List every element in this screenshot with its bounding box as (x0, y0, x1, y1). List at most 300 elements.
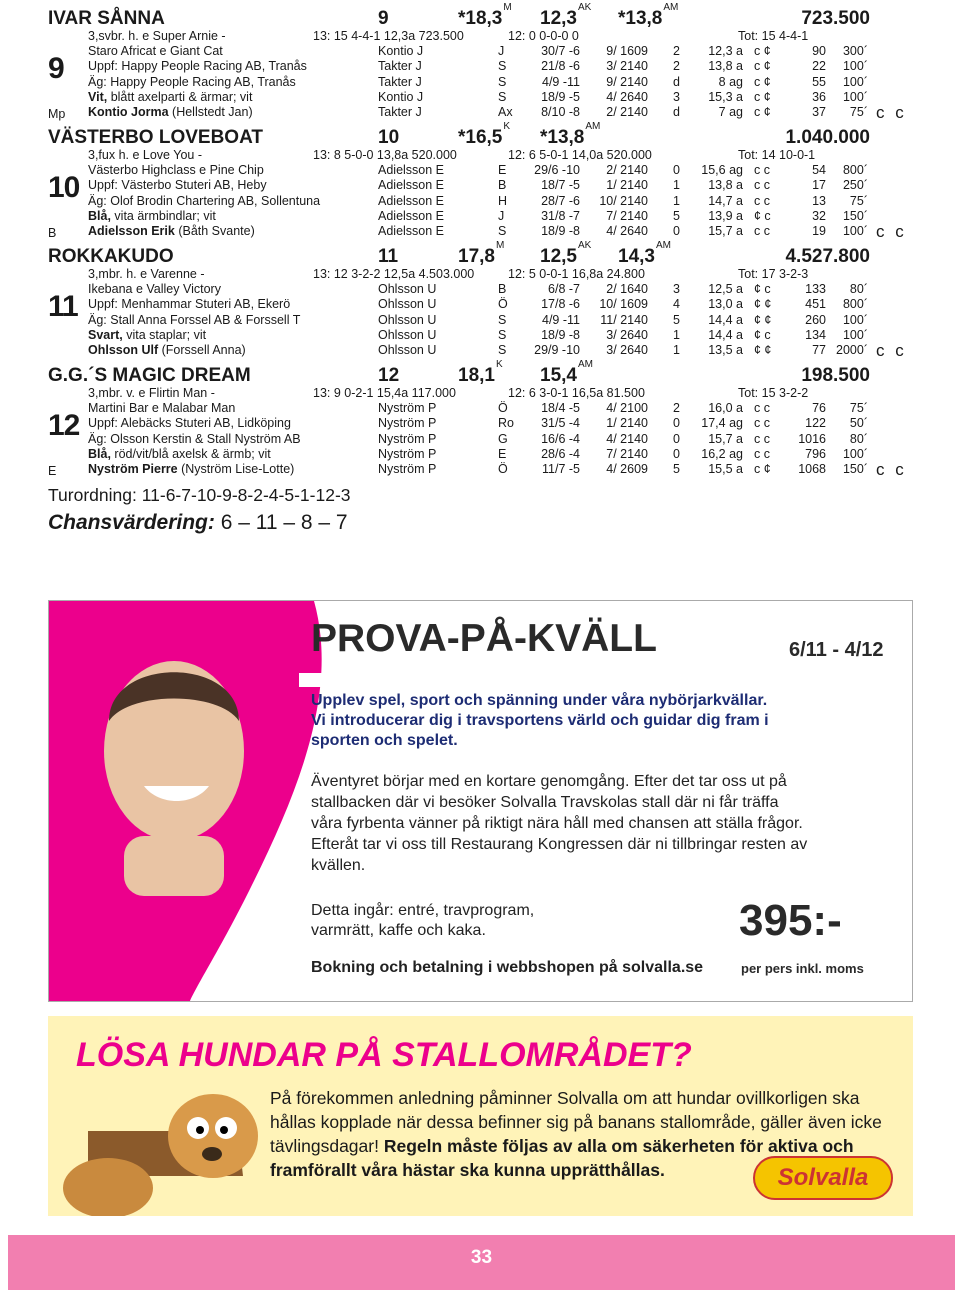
ad1-price-note: per pers inkl. moms (741, 961, 864, 976)
driver: Nyström P (378, 416, 437, 431)
race-date: 18/9 -8 (541, 224, 580, 239)
shoe-symbol: ¢ c (754, 208, 771, 223)
start-number: 11 (48, 290, 78, 323)
km-time: 13,8 a (708, 59, 743, 74)
track: S (498, 89, 507, 104)
horse-info-row (48, 29, 913, 44)
stats-13: 13: 8 5-0-0 13,8a 520.000 (313, 148, 457, 162)
horse-info-row (48, 148, 913, 163)
driver: Takter J (378, 74, 422, 89)
stats-total: Tot: 15 3-2-2 (738, 386, 809, 400)
line-text: Adielsson Erik (Båth Svante) (88, 224, 255, 239)
ad1-booking: Bokning och betalning i webbshopen på solvalla.se (311, 959, 704, 976)
earnings: 198.500 (801, 365, 870, 386)
record-auto: $*16,5^K$ (458, 120, 511, 148)
km-time: 12,3 a (708, 44, 743, 58)
km-time: 7 ag (718, 105, 743, 120)
race-date: 18/9 -8 (541, 327, 580, 342)
record-volt: $15,4^{AM}$ (540, 358, 593, 386)
placing: d (673, 74, 680, 89)
km-time: 16,2 ag (701, 446, 743, 461)
race-date: 8/10 -8 (541, 105, 580, 120)
stats-total: Tot: 14 10-0-1 (738, 148, 816, 162)
placing: 5 (673, 312, 680, 327)
start-row (48, 224, 913, 239)
start-row (48, 282, 913, 297)
record-best (618, 127, 619, 149)
prize: 100´ (842, 89, 868, 104)
ad1-body: Äventyret börjar med en kortare genomgång. Efter det tar oss ut på stallbacken där vi besöker Solvalla Travskolas stall där ni får träffa våra fyrbenta vänner på riktigt nära håll med chansen att ställa frågor. Efteråt tar vi oss till Restaurang Kongressen där ni tillbringar resten av kvällen. (311, 773, 808, 874)
ad1-title: PROVA-PÅ-KVÄLL (311, 617, 657, 660)
line-text: Uppf: Västerbo Stuteri AB, Heby (88, 178, 267, 193)
shoe-symbol: c c (754, 401, 770, 415)
start-row (48, 328, 913, 343)
prize: 80´ (849, 431, 868, 446)
odds: 451 (805, 297, 826, 312)
stats-13: 13: 9 0-2-1 15,4a 117.000 (313, 386, 456, 400)
km-time: 12,5 a (708, 282, 743, 296)
km-time: 16,0 a (708, 401, 743, 415)
race-distance: 9/ 1609 (606, 44, 648, 58)
start-row (48, 59, 913, 74)
chansvardering (48, 511, 348, 535)
prize: 50´ (849, 416, 868, 431)
placing: 0 (673, 163, 680, 177)
race-distance: 7/ 2140 (606, 446, 648, 461)
driver: Nyström P (378, 462, 437, 477)
ad1-price: 395:- (739, 896, 842, 945)
driver: Ohlsson U (378, 297, 437, 312)
start-row (48, 105, 913, 120)
prize: 100´ (842, 312, 868, 327)
placing: 2 (673, 401, 680, 415)
odds: 36 (812, 89, 826, 104)
line-text: Martini Bar e Malabar Man (88, 401, 236, 415)
odds: 37 (812, 105, 826, 120)
track: S (498, 312, 507, 327)
track: Ö (498, 462, 508, 477)
line-text: Västerbo Highclass e Pine Chip (88, 163, 264, 177)
prize: 800´ (842, 163, 868, 177)
odds: 55 (812, 74, 826, 89)
start-row (48, 447, 913, 462)
horse-entry (48, 1, 913, 123)
shoe-symbol: c ¢ (754, 59, 771, 74)
driver: Ohlsson U (378, 343, 437, 358)
km-time: 13,5 a (708, 343, 743, 358)
km-time: 17,4 ag (701, 416, 743, 431)
record-main: 10 (378, 127, 400, 148)
odds: 13 (812, 193, 826, 208)
horse-desc: 3,fux h. e Love You - (88, 148, 202, 162)
horse-name: G.G.´S MAGIC DREAM (48, 365, 251, 386)
race-date: 31/5 -4 (541, 416, 580, 431)
record-volt: $12,5^{AK}$ (540, 239, 592, 267)
driver: Adielsson E (378, 178, 445, 193)
race-date: 11/7 -5 (542, 462, 580, 477)
odds: 54 (812, 163, 826, 177)
line-text: Uppf: Alebäcks Stuteri AB, Lidköping (88, 416, 291, 431)
driver: Nyström P (378, 446, 437, 461)
placing: 3 (673, 282, 680, 296)
race-date: 29/9 -10 (534, 343, 580, 358)
placing: 0 (673, 431, 680, 446)
placing: 1 (673, 327, 680, 342)
horse-info-row (48, 267, 913, 282)
prize: 100´ (842, 74, 868, 89)
line-text: Äg: Olsson Kerstin & Stall Nyström AB (88, 431, 301, 446)
race-date: 4/9 -11 (542, 74, 580, 89)
horse-header (48, 358, 913, 386)
dog-warning-ad (48, 1016, 913, 1216)
placing: 1 (673, 178, 680, 193)
race-date: 18/7 -5 (541, 178, 580, 193)
track: S (498, 343, 507, 358)
race-distance: 2/ 1640 (606, 282, 648, 296)
race-date: 18/9 -5 (541, 89, 580, 104)
record-volt: $12,3^{AK}$ (540, 1, 592, 29)
track: H (498, 193, 508, 208)
prize: 100´ (842, 59, 868, 74)
horse-info-row (48, 386, 913, 401)
race-distance: 2/ 2140 (606, 105, 648, 120)
shoe-symbol: c ¢ (754, 44, 771, 58)
shoe-icon: c c (876, 341, 907, 360)
line-text: Blå, röd/vit/blå axelsk & ärmb; vit (88, 446, 271, 461)
odds: 796 (805, 446, 826, 461)
solvalla-logo: Solvalla (753, 1156, 893, 1200)
placing: 0 (673, 446, 680, 461)
race-distance: 3/ 2640 (606, 343, 648, 358)
line-text: Nyström Pierre (Nyström Lise-Lotte) (88, 462, 295, 477)
prize: 2000´ (836, 343, 868, 358)
placing: 1 (673, 193, 680, 208)
line-text: Ohlsson Ulf (Forssell Anna) (88, 343, 246, 358)
shoe-symbol: ¢ c (754, 327, 771, 342)
horse-entry (48, 120, 913, 242)
race-date: 6/8 -7 (548, 282, 580, 296)
driver: Ohlsson U (378, 312, 437, 327)
prize: 75´ (849, 193, 868, 208)
race-distance: 4/ 2609 (606, 462, 648, 477)
driver: Adielsson E (378, 193, 445, 208)
horse-header (48, 1, 913, 29)
horse-header (48, 120, 913, 148)
page-number: 33 (470, 1247, 493, 1268)
shoe-symbol: c c (754, 416, 770, 431)
post-position: Mp (48, 107, 66, 121)
record-main: 9 (378, 8, 389, 29)
horse-entry (48, 358, 913, 480)
track: Ro (498, 416, 514, 431)
page-footer (8, 1235, 955, 1290)
placing: 2 (673, 59, 680, 74)
km-time: 13,8 a (708, 178, 743, 193)
race-distance: 4/ 2100 (606, 401, 648, 415)
race-distance: 1/ 2140 (606, 416, 648, 431)
horse-name: IVAR SÅNNA (48, 8, 165, 29)
track: Ö (498, 401, 508, 415)
prova-pa-kvall-ad (48, 600, 913, 1002)
start-row (48, 343, 913, 358)
placing: 2 (673, 44, 680, 58)
km-time: 14,4 a (708, 312, 743, 327)
driver: Ohlsson U (378, 327, 437, 342)
prize: 100´ (842, 327, 868, 342)
start-row (48, 163, 913, 178)
line-text: Vit, blått axelparti & ärmar; vit (88, 89, 253, 104)
prize: 75´ (849, 105, 868, 120)
km-time: 15,3 a (708, 89, 743, 104)
record-main: 12 (378, 365, 400, 386)
prize: 300´ (842, 44, 868, 58)
odds: 32 (812, 208, 826, 223)
race-distance: 7/ 2140 (606, 208, 648, 223)
shoe-symbol: ¢ ¢ (754, 343, 772, 358)
line-text: Kontio Jorma (Hellstedt Jan) (88, 105, 253, 120)
start-number: 9 (48, 52, 64, 85)
race-date: 30/7 -6 (541, 44, 580, 58)
start-row (48, 462, 913, 477)
horse-name: ROKKAKUDO (48, 246, 174, 267)
placing: 0 (673, 416, 680, 431)
prize: 100´ (842, 224, 868, 239)
placing: 1 (673, 343, 680, 358)
odds: 122 (805, 416, 826, 431)
line-text: Staro Africat e Giant Cat (88, 44, 223, 58)
odds: 77 (812, 343, 826, 358)
km-time: 15,7 a (708, 224, 743, 239)
earnings: 723.500 (801, 8, 870, 29)
stats-total: Tot: 17 3-2-3 (738, 267, 809, 281)
race-date: 28/7 -6 (541, 193, 580, 208)
shoe-icon: c c (876, 460, 907, 479)
shoe-symbol: ¢ ¢ (754, 312, 772, 327)
prize: 100´ (842, 446, 868, 461)
shoe-symbol: c c (754, 178, 770, 193)
ad1-dates: 6/11 - 4/12 (789, 639, 884, 661)
km-time: 8 ag (718, 74, 743, 89)
turordning: Turordning: 11-6-7-10-9-8-2-4-5-1-12-3 (48, 485, 351, 505)
driver: Nyström P (378, 401, 437, 415)
chansvardering-value: 6 – 11 – 8 – 7 (214, 511, 348, 534)
driver: Adielsson E (378, 163, 445, 177)
post-position: E (48, 464, 57, 478)
shoe-symbol: c ¢ (754, 462, 771, 477)
horse-entry (48, 239, 913, 361)
start-row (48, 75, 913, 90)
shoe-symbol: c c (754, 224, 770, 239)
placing: 0 (673, 224, 680, 239)
record-main: 11 (378, 246, 399, 267)
shoe-symbol: c c (754, 431, 770, 446)
line-text: Uppf: Happy People Racing AB, Tranås (88, 59, 307, 74)
km-time: 13,9 a (708, 208, 743, 223)
race-date: 21/8 -6 (541, 59, 580, 74)
ad2-text-bold: Regeln måste följas av alla om säkerheten för aktiva och framförallt våra hästar ska kunna upprätthållas. (270, 1136, 854, 1180)
race-distance: 10/ 2140 (599, 193, 648, 208)
km-time: 15,7 a (708, 431, 743, 446)
line-text: Uppf: Menhammar Stuteri AB, Ekerö (88, 297, 291, 312)
odds: 1068 (798, 462, 826, 477)
line-text: Äg: Olof Brodin Chartering AB, Sollentuna (88, 193, 321, 208)
shoe-symbol: ¢ ¢ (754, 297, 772, 312)
line-text: Äg: Stall Anna Forssel AB & Forssell T (88, 312, 301, 327)
race-distance: 9/ 2140 (606, 74, 648, 89)
track: B (498, 282, 507, 296)
stats-12: 12: 6 3-0-1 16,5a 81.500 (508, 386, 645, 400)
placing: 5 (673, 462, 680, 477)
race-date: 18/4 -5 (541, 401, 580, 415)
placing: 5 (673, 208, 680, 223)
start-row (48, 416, 913, 431)
track: B (498, 178, 507, 193)
chansvardering-label: Chansvärdering: (48, 511, 215, 534)
odds: 22 (812, 59, 826, 74)
record-auto: $18,1^K$ (458, 358, 503, 386)
shoe-icon: c c (876, 222, 907, 241)
prize: 80´ (849, 282, 868, 296)
track: G (498, 431, 508, 446)
driver: Kontio J (378, 89, 424, 104)
start-row (48, 209, 913, 224)
record-best (618, 365, 619, 387)
race-date: 16/6 -4 (541, 431, 580, 446)
start-number: 10 (48, 171, 80, 204)
shoe-symbol: c c (754, 193, 770, 208)
track: Ö (498, 297, 508, 312)
horse-header (48, 239, 913, 267)
odds: 76 (812, 401, 826, 415)
placing: 3 (673, 89, 680, 104)
start-row (48, 401, 913, 416)
record-best: $*13,8^{AM}$ (618, 1, 679, 29)
horse-desc: 3,svbr. h. e Super Arnie - (88, 29, 226, 43)
ad2-text-normal: På förekommen anledning påminner Solvalla om att hundar ovillkorligen ska hållas kopplade när dessa befinner sig på banans stallområde, gäller även icke tävlingsdagar! (270, 1088, 882, 1156)
track: S (498, 224, 507, 239)
race-distance: 4/ 2640 (606, 89, 648, 104)
track: S (498, 74, 507, 89)
shoe-symbol: c c (754, 163, 770, 177)
start-number: 12 (48, 409, 80, 442)
shoe-symbol: c c (754, 446, 770, 461)
km-time: 15,6 ag (701, 163, 743, 177)
odds: 17 (812, 178, 826, 193)
track: E (498, 446, 507, 461)
ad2-title: LÖSA HUNDAR PÅ STALLOMRÅDET? (76, 1036, 692, 1074)
driver: Kontio J (378, 44, 424, 58)
shoe-symbol: ¢ c (754, 282, 771, 296)
odds: 134 (805, 327, 826, 342)
stats-total: Tot: 15 4-4-1 (738, 29, 809, 43)
prize: 800´ (842, 297, 868, 312)
race-distance: 1/ 2140 (606, 178, 648, 193)
odds: 1016 (798, 431, 826, 446)
start-row (48, 432, 913, 447)
shoe-symbol: c ¢ (754, 105, 771, 120)
placing: 4 (673, 297, 680, 312)
km-time: 14,4 a (708, 327, 743, 342)
record-auto: $*18,3^M$ (458, 1, 512, 29)
start-row (48, 178, 913, 193)
start-row (48, 90, 913, 105)
line-text: Blå, vita ärmbindlar; vit (88, 208, 216, 223)
stats-12: 12: 5 0-0-1 16,8a 24.800 (508, 267, 645, 281)
stats-13: 13: 15 4-4-1 12,3a 723.500 (313, 29, 464, 43)
horse-name: VÄSTERBO LOVEBOAT (48, 127, 263, 148)
driver: Nyström P (378, 431, 437, 446)
race-distance: 3/ 2640 (606, 327, 648, 342)
start-row (48, 297, 913, 312)
horse-desc: 3,mbr. h. e Varenne - (88, 267, 205, 281)
km-time: 14,7 a (708, 193, 743, 208)
track: E (498, 163, 507, 177)
prize: 250´ (842, 178, 868, 193)
km-time: 15,5 a (708, 462, 743, 477)
earnings: 1.040.000 (785, 127, 870, 148)
record-best: $14,3^{AM}$ (618, 239, 671, 267)
start-row (48, 194, 913, 209)
stats-13: 13: 12 3-2-2 12,5a 4.503.000 (313, 267, 475, 281)
odds: 260 (805, 312, 826, 327)
odds: 90 (812, 44, 826, 58)
track: S (498, 327, 507, 342)
shoe-symbol: c ¢ (754, 89, 771, 104)
line-text: Ikebana e Valley Victory (88, 282, 221, 296)
driver: Adielsson E (378, 224, 445, 239)
post-position: B (48, 226, 57, 240)
stats-12: 12: 0 0-0-0 0 (508, 29, 579, 43)
race-date: 28/6 -4 (541, 446, 580, 461)
race-date: 4/9 -11 (542, 312, 580, 327)
odds: 19 (812, 224, 826, 239)
race-date: 17/8 -6 (541, 297, 580, 312)
ad1-includes: Detta ingår: entré, travprogram, varmrätt, kaffe och kaka. (311, 902, 535, 939)
prize: 150´ (842, 462, 868, 477)
placing: d (673, 105, 680, 120)
race-distance: 2/ 2140 (606, 163, 648, 177)
start-row (48, 313, 913, 328)
driver: Takter J (378, 59, 422, 74)
prize: 150´ (842, 208, 868, 223)
horse-desc: 3,mbr. v. e Flirtin Man - (88, 386, 215, 400)
race-distance: 10/ 1609 (599, 297, 648, 312)
stats-12: 12: 6 5-0-1 14,0a 520.000 (508, 148, 652, 162)
record-auto: $17,8^M$ (458, 239, 505, 267)
prize: 75´ (849, 401, 868, 415)
line-text: Äg: Happy People Racing AB, Tranås (88, 74, 296, 89)
race-distance: 4/ 2640 (606, 224, 648, 239)
race-distance: 4/ 2140 (606, 431, 648, 446)
shoe-icon: c c (876, 103, 907, 122)
track: Ax (498, 105, 513, 120)
earnings: 4.527.800 (785, 246, 870, 267)
track: J (498, 208, 505, 223)
race-distance: 3/ 2140 (606, 59, 648, 74)
race-distance: 11/ 2140 (600, 312, 648, 327)
driver: Takter J (378, 105, 422, 120)
record-volt: $*13,8^{AM}$ (540, 120, 601, 148)
race-date: 31/8 -7 (541, 208, 580, 223)
km-time: 13,0 a (708, 297, 743, 312)
odds: 133 (805, 282, 826, 296)
track: S (498, 59, 507, 74)
driver: Ohlsson U (378, 282, 437, 296)
shoe-symbol: c ¢ (754, 74, 771, 89)
track: J (498, 44, 505, 58)
ad1-intro: Upplev spel, sport och spänning under våra nybörjarkvällar. Vi introducerar dig i travsportens värld och guidar dig fram i sporten och spelet. (311, 692, 769, 749)
start-row (48, 44, 913, 59)
